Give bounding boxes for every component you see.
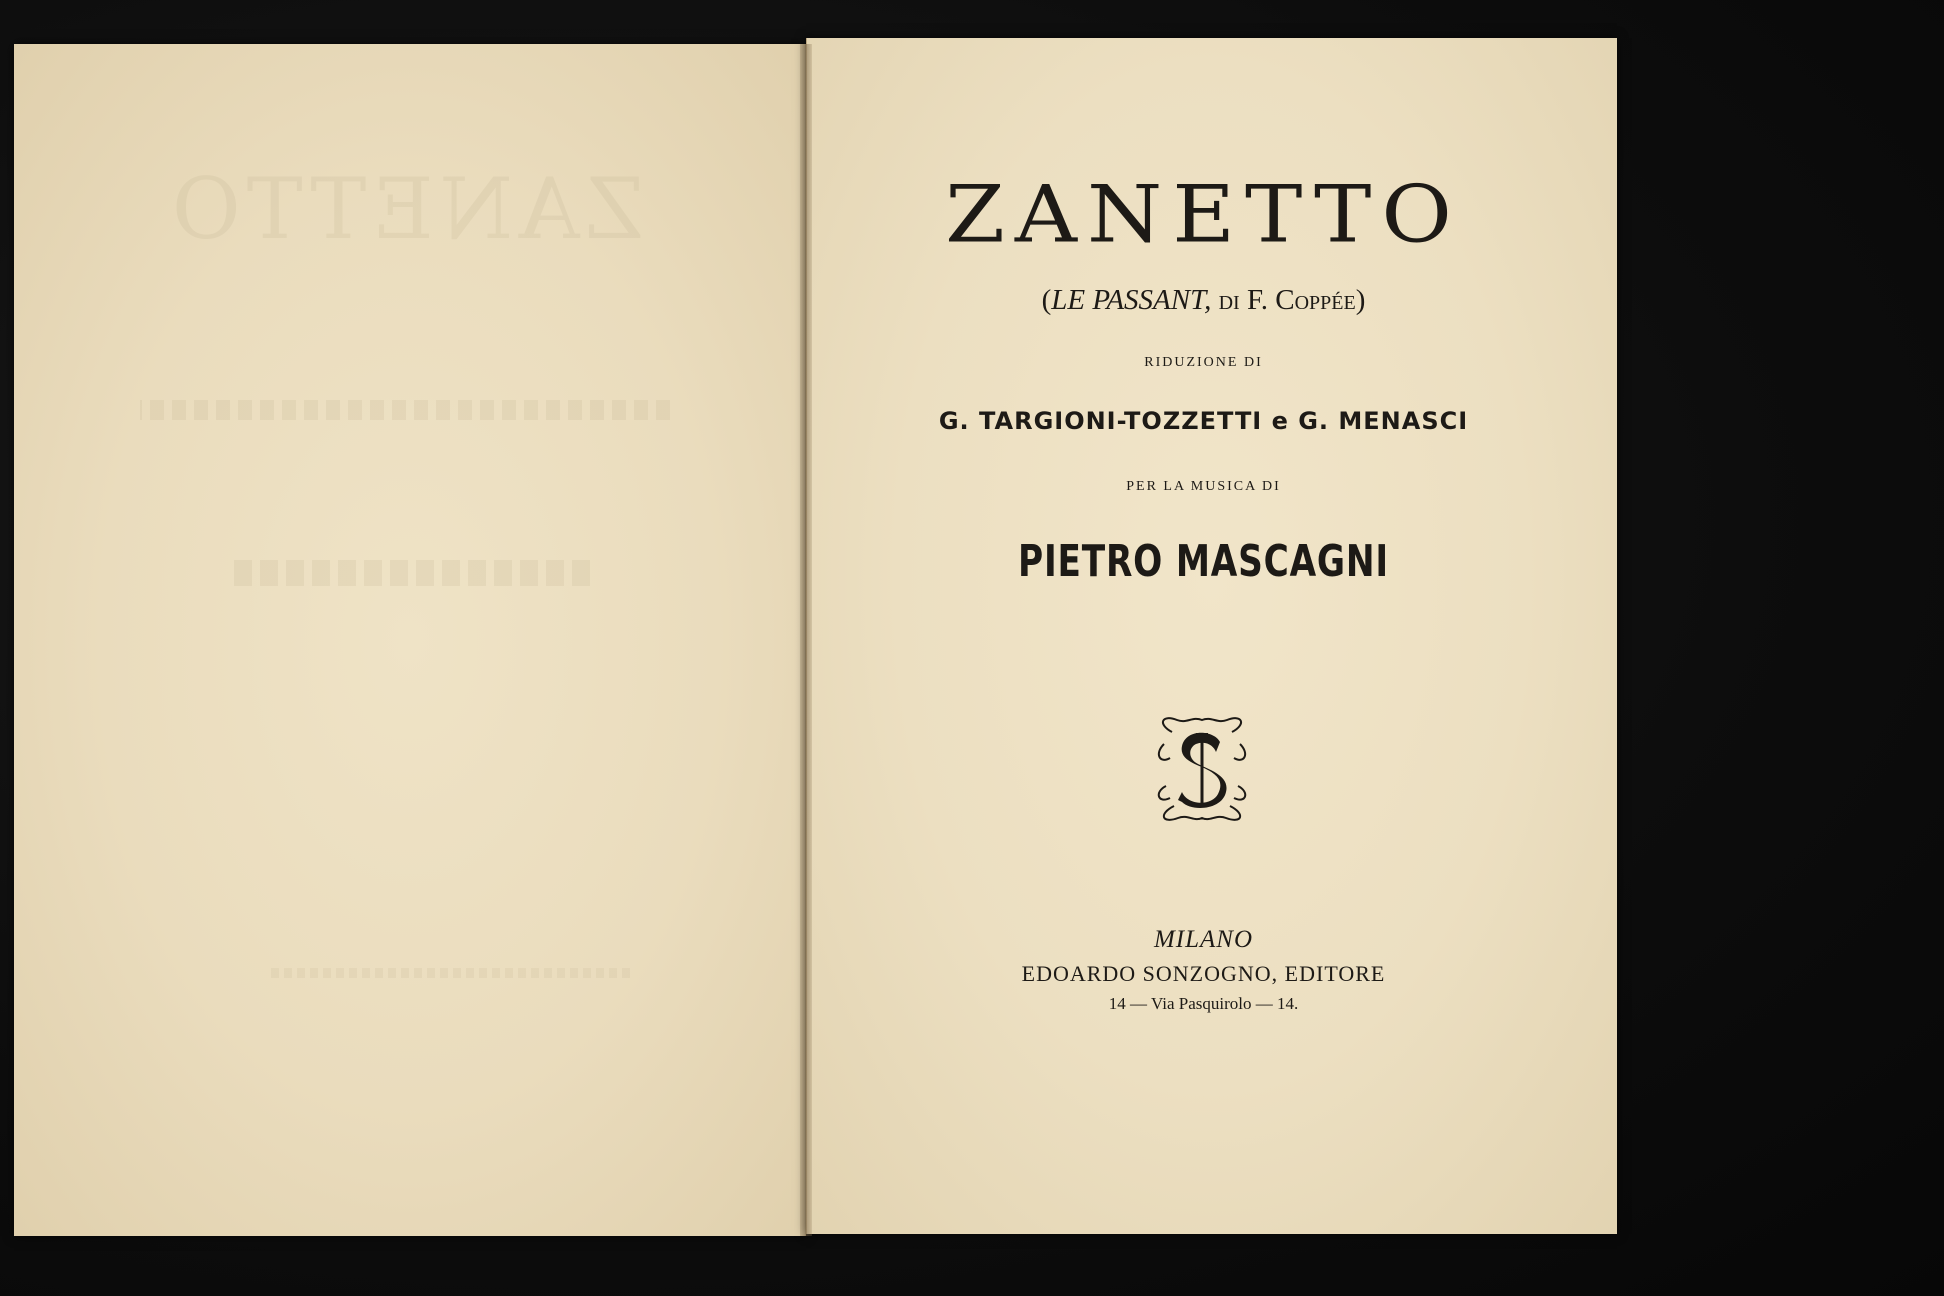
subtitle-original-title: LE PASSANT,	[1051, 284, 1212, 316]
composer-name: PIETRO MASCAGNI	[1018, 536, 1389, 587]
music-by-label: PER LA MUSICA DI	[1126, 479, 1281, 494]
book-title: ZANETTO	[945, 169, 1462, 261]
show-through-title: ZANETTO	[165, 160, 645, 258]
show-through-text-line	[270, 968, 630, 978]
publisher-address: 14 — Via Pasquirolo — 14.	[1108, 994, 1299, 1013]
publication-city: MILANO	[1153, 926, 1254, 953]
show-through-text-line	[140, 400, 670, 420]
riduzione-label: RIDUZIONE DI	[1144, 355, 1263, 370]
subtitle-original-author: F. Coppée	[1246, 284, 1356, 316]
show-through-text-line	[230, 560, 590, 586]
book-subtitle: (LE PASSANT, di F. Coppée)	[1041, 284, 1366, 316]
librettists: G. TARGIONI-TOZZETTI e G. MENASCI	[938, 407, 1469, 435]
publisher-monogram-s-icon	[1152, 714, 1252, 824]
publisher-name: EDOARDO SONZOGNO, EDITORE	[1021, 961, 1386, 986]
